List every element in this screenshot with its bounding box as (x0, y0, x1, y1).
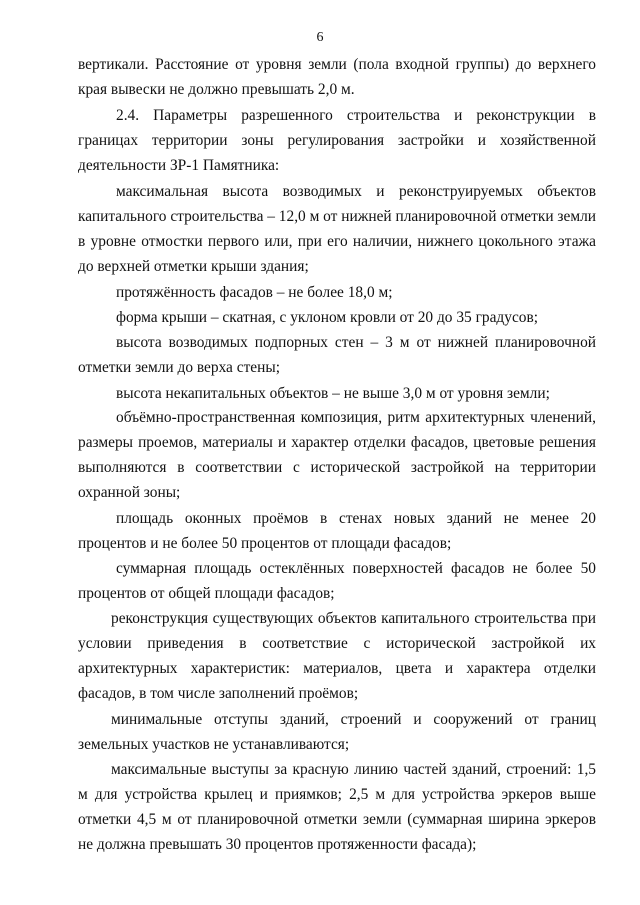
paragraph-12: минимальные отступы зданий, строений и сооружений от границ земельных участков не устанавливаются; (78, 711, 596, 753)
paragraph-8: объёмно-пространственная композиция, ритм архитектурных членений, размеры проемов, материалы и характер отделки фасадов, цветовые решения выполняются в соответствии с исторической застройкой на территории охранной зоны; (78, 409, 596, 501)
paragraph-6: высота возводимых подпорных стен – 3 м от нижней планировочной отметки земли до верха стены; (78, 334, 596, 376)
paragraph-5: форма крыши – скатная, с уклоном кровли от 20 до 35 градусов; (116, 309, 539, 326)
paragraph-7: высота некапитальных объектов – не выше 3,0 м от уровня земли; (116, 385, 550, 402)
paragraph-4: протяжённость фасадов – не более 18,0 м; (116, 284, 393, 301)
paragraph-1: вертикали. Расстояние от уровня земли (пола входной группы) до верхнего края вывески не должно превышать 2,0 м. (78, 56, 596, 98)
paragraph-9: площадь оконных проёмов в стенах новых зданий не менее 20 процентов и не более 50 процентов от площади фасадов; (78, 510, 596, 552)
paragraph-3: максимальная высота возводимых и реконструируемых объектов капитального строительства – 12,0 м от нижней планировочной отметки земли в уровне отмостки первого или, при его наличии, нижнего цокольного этажа до верхней отметки крыши здания; (78, 183, 596, 275)
paragraph-13: максимальные выступы за красную линию частей зданий, строений: 1,5 м для устройства крылец и приямков; 2,5 м для устройства эркеров выше отметки 4,5 м от планировочной отметки земли (суммарная ширина эркеров не должна превышать 30 процентов протяженности фасада); (78, 761, 596, 853)
paragraph-2: 2.4. Параметры разрешенного строительства и реконструкции в границах территории зоны регулирования застройки и хозяйственной деятельности ЗР-1 Памятника: (78, 107, 596, 174)
paragraph-10: суммарная площадь остеклённых поверхностей фасадов не более 50 процентов от общей площади фасадов; (78, 560, 596, 602)
paragraph-11: реконструкция существующих объектов капитального строительства при условии приведения в соответствие с исторической застройкой их архитектурных характеристик: материалов, цвета и характера отделки фасадов, в том числе заполнений проёмов; (78, 610, 596, 702)
page-number: 6 (316, 30, 324, 45)
